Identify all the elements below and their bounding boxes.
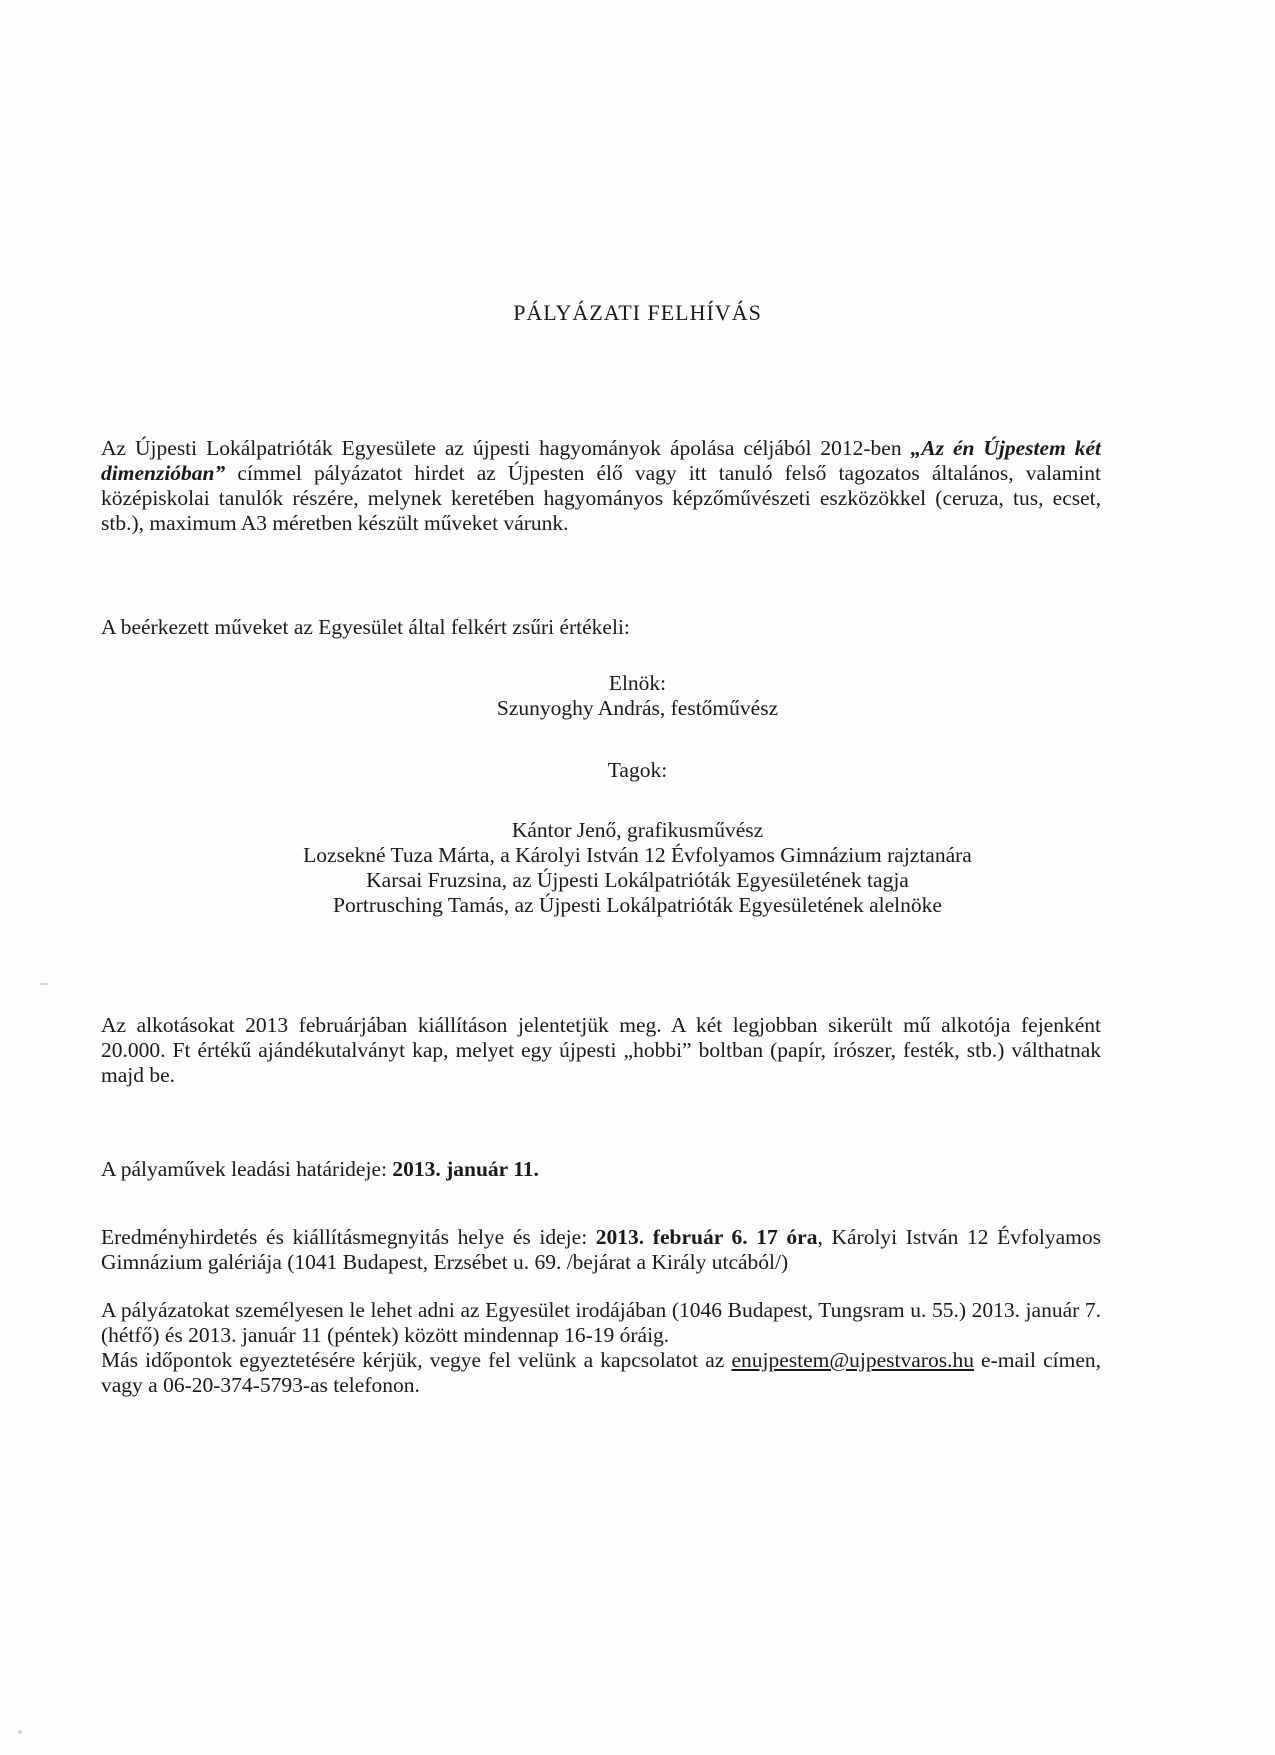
jury-member: Karsai Fruzsina, az Újpesti Lokálpatrióták Egyesületének tagja [366,868,909,892]
scan-artifact [18,1730,22,1734]
email-link[interactable]: enujpestem@ujpestvaros.hu [731,1348,974,1372]
intro-text-1: Az Újpesti Lokálpatrióták Egyesülete az újpesti hagyományok ápolása céljából 2012-ben [101,436,911,460]
exhibition-paragraph: Az alkotásokat 2013 februárjában kiállításon jelentetjük meg. A két legjobban sikerült mű alkotója fejenként 20.000. Ft értékű ajándékutalványt kap, melyet egy újpesti „hobbi” boltban (papír, írószer, festék, stb.) válthatnak majd be. [101,1013,1101,1087]
intro-text-2: címmel pályázatot hirdet az Újpesten élő vagy itt tanuló felső tagozatos általános, valamint középiskolai tanulók részére, melynek keretében hagyományos képzőművészeti eszközökkel (ceruza, tus, ecset, stb.), maximum A3 méretben készült műveket várunk. [101,461,1101,535]
contact-text-2: e-mail címen, vagy a 06-20-374-5793-as telefonon. [101,1348,1101,1397]
jury-members-list [0,818,1275,918]
jury-member: Kántor Jenő, grafikusművész [511,818,764,842]
deadline-date: 2013. január 11. [392,1157,539,1181]
results-location: , Károlyi István 12 Évfolyamos Gimnázium galériája (1041 Budapest, Erzsébet u. 69. /bejárat a Király utcából/) [101,1225,1101,1274]
jury-intro: A beérkezett műveket az Egyesület által felkért zsűri értékeli: [101,615,630,639]
jury-member: Portrusching Tamás, az Újpesti Lokálpatrióták Egyesületének alelnöke [333,893,942,917]
jury-chair-block [0,671,1275,721]
chair-label: Elnök: [608,671,667,695]
scan-artifact [40,983,48,985]
jury-member: Lozsekné Tuza Márta, a Károlyi István 12 Évfolyamos Gimnázium rajztanára [303,843,972,867]
submission-text: A pályázatokat személyesen le lehet adni az Egyesület irodájában (1046 Budapest, Tungsram u. 55.) 2013. január 7.(hétfő) és 2013. január 11 (péntek) között mindennap 16-19 óráig. [101,1298,1101,1347]
contact-text-1: Más időpontok egyeztetésére kérjük, vegye fel velünk a kapcsolatot az [101,1348,732,1372]
submission-paragraph [101,1298,1101,1398]
deadline-label: A pályaművek leadási határideje: [101,1157,393,1181]
document-title: PÁLYÁZATI FELHÍVÁS [513,300,762,325]
chair-name: Szunyoghy András, festőművész [496,696,779,720]
results-date: 2013. február 6. 17 óra [595,1225,818,1249]
results-paragraph [101,1225,1101,1275]
results-label: Eredményhirdetés és kiállításmegnyitás helye és ideje: [101,1225,596,1249]
intro-paragraph [101,436,1101,536]
deadline-paragraph [101,1157,1101,1182]
members-label: Tagok: [607,758,668,782]
contest-name: „Az én Újpestem két dimenzióban” [101,436,1102,485]
